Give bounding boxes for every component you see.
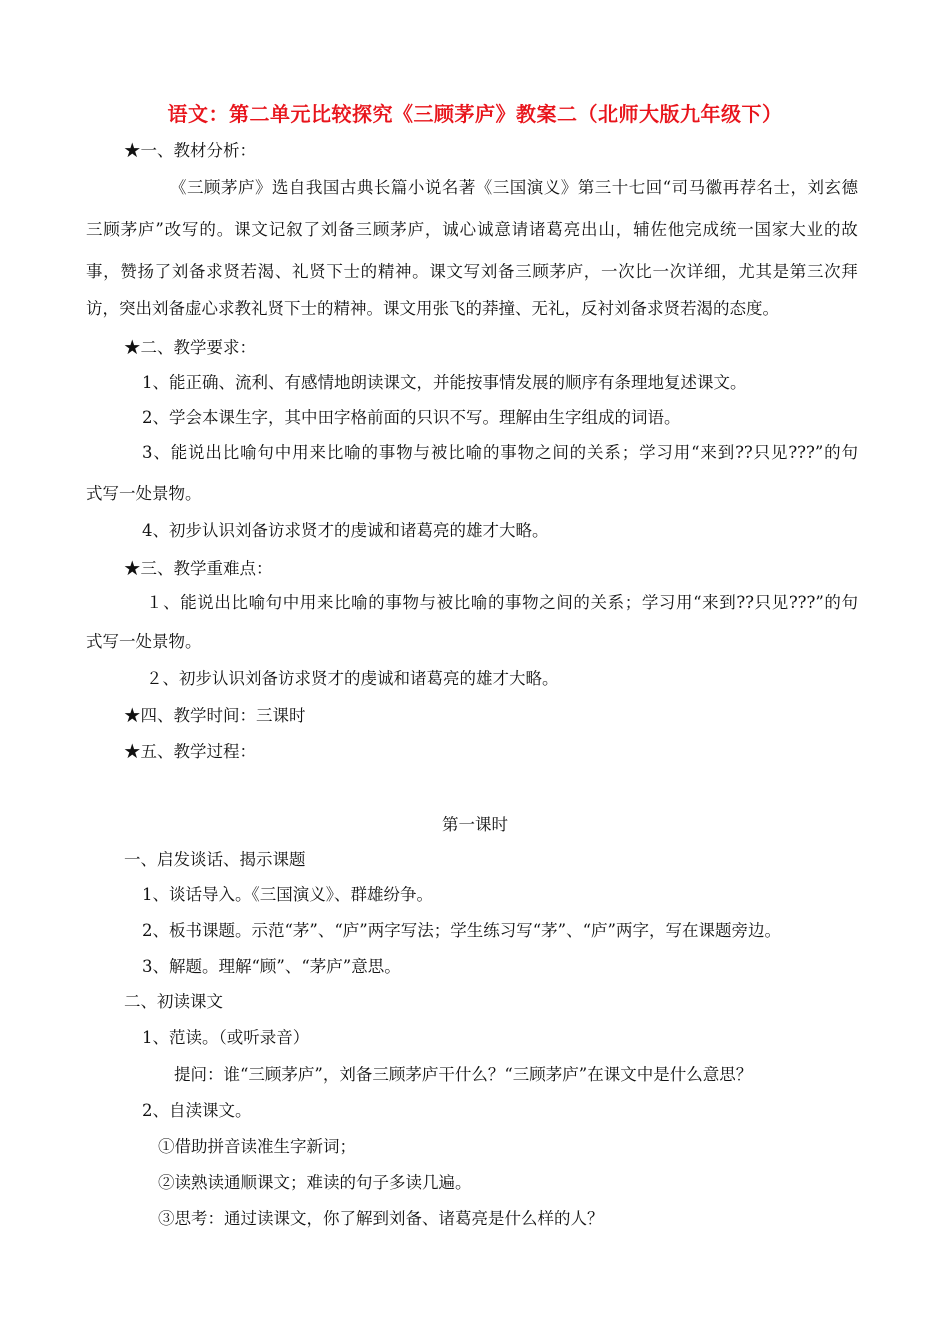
document-title: 语文：第二单元比较探究《三顾茅庐》教案二（北师大版九年级下） (167, 102, 783, 126)
paragraph-line: 三顾茅庐”改写的。课文记叙了刘备三顾茅庐，诚心诚意请诸葛亮出山，辅佐他完成统一国家大业的故 (86, 220, 858, 239)
part-heading: 二、初读课文 (124, 992, 223, 1011)
lesson-title: 第一课时 (442, 815, 508, 834)
section-heading-teaching-requirements: ★二、教学要求： (124, 338, 256, 357)
sub-item: ③思考：通过读课文，你了解到刘备、诸葛亮是什么样的人？ (158, 1209, 604, 1228)
section-heading-key-points: ★三、教学重难点： (124, 559, 273, 578)
question-line: 提问：谁“三顾茅庐”，刘备三顾茅庐干什么？“三顾茅庐”在课文中是什么意思？ (174, 1065, 753, 1084)
paragraph-line: 事，赞扬了刘备求贤若渴、礼贤下士的精神。课文写刘备三顾茅庐，一次比一次详细，尤其是第三次拜 (86, 262, 858, 281)
list-item: 2、板书课题。示范“茅”、“庐”两字写法；学生练习写“茅”、“庐”两字，写在课题旁边。 (142, 921, 781, 940)
list-item-continuation: 式写一处景物。 (86, 632, 202, 651)
list-item-continuation: 式写一处景物。 (86, 484, 202, 503)
list-item: 2、自渎课文。 (142, 1101, 252, 1120)
list-item: 1、范读。（或听录音） (142, 1028, 310, 1047)
part-heading: 一、启发谈话、揭示课题 (124, 850, 306, 869)
sub-item: ①借助拼音读准生字新词； (158, 1137, 356, 1156)
list-item: 1、谈话导入。《三国演义》、群雄纷争。 (142, 885, 433, 904)
list-item: ２、初步认识刘备访求贤才的虔诚和诸葛亮的雄才大略。 (146, 669, 559, 688)
paragraph-line: 访，突出刘备虚心求教礼贤下士的精神。课文用张飞的莽撞、无礼，反衬刘备求贤若渴的态度。 (86, 299, 779, 318)
list-item: 3、解题。理解“顾”、“茅庐”意思。 (142, 957, 401, 976)
paragraph-line: 《三顾茅庐》选自我国古典长篇小说名著《三国演义》第三十七回“司马徽再荐名士，刘玄德 (170, 178, 858, 197)
section-heading-teaching-time: ★四、教学时间：三课时 (124, 706, 306, 725)
sub-item: ②读熟读通顺课文；难读的句子多读几遍。 (158, 1173, 472, 1192)
list-item: 2、学会本课生字，其中田字格前面的只识不写。理解由生字组成的词语。 (142, 408, 681, 427)
list-item: 4、初步认识刘备访求贤才的虔诚和诸葛亮的雄才大略。 (142, 521, 549, 540)
section-heading-teaching-process: ★五、教学过程： (124, 742, 256, 761)
list-item: 1、能正确、流利、有感情地朗读课文，并能按事情发展的顺序有条理地复述课文。 (142, 373, 747, 392)
list-item: １、能说出比喻句中用来比喻的事物与被比喻的事物之间的关系；学习用“来到??只见???”的句 (146, 593, 858, 612)
section-heading-textbook-analysis: ★一、教材分析： (124, 141, 256, 160)
list-item: 3、能说出比喻句中用来比喻的事物与被比喻的事物之间的关系；学习用“来到??只见???”的句 (142, 443, 858, 462)
